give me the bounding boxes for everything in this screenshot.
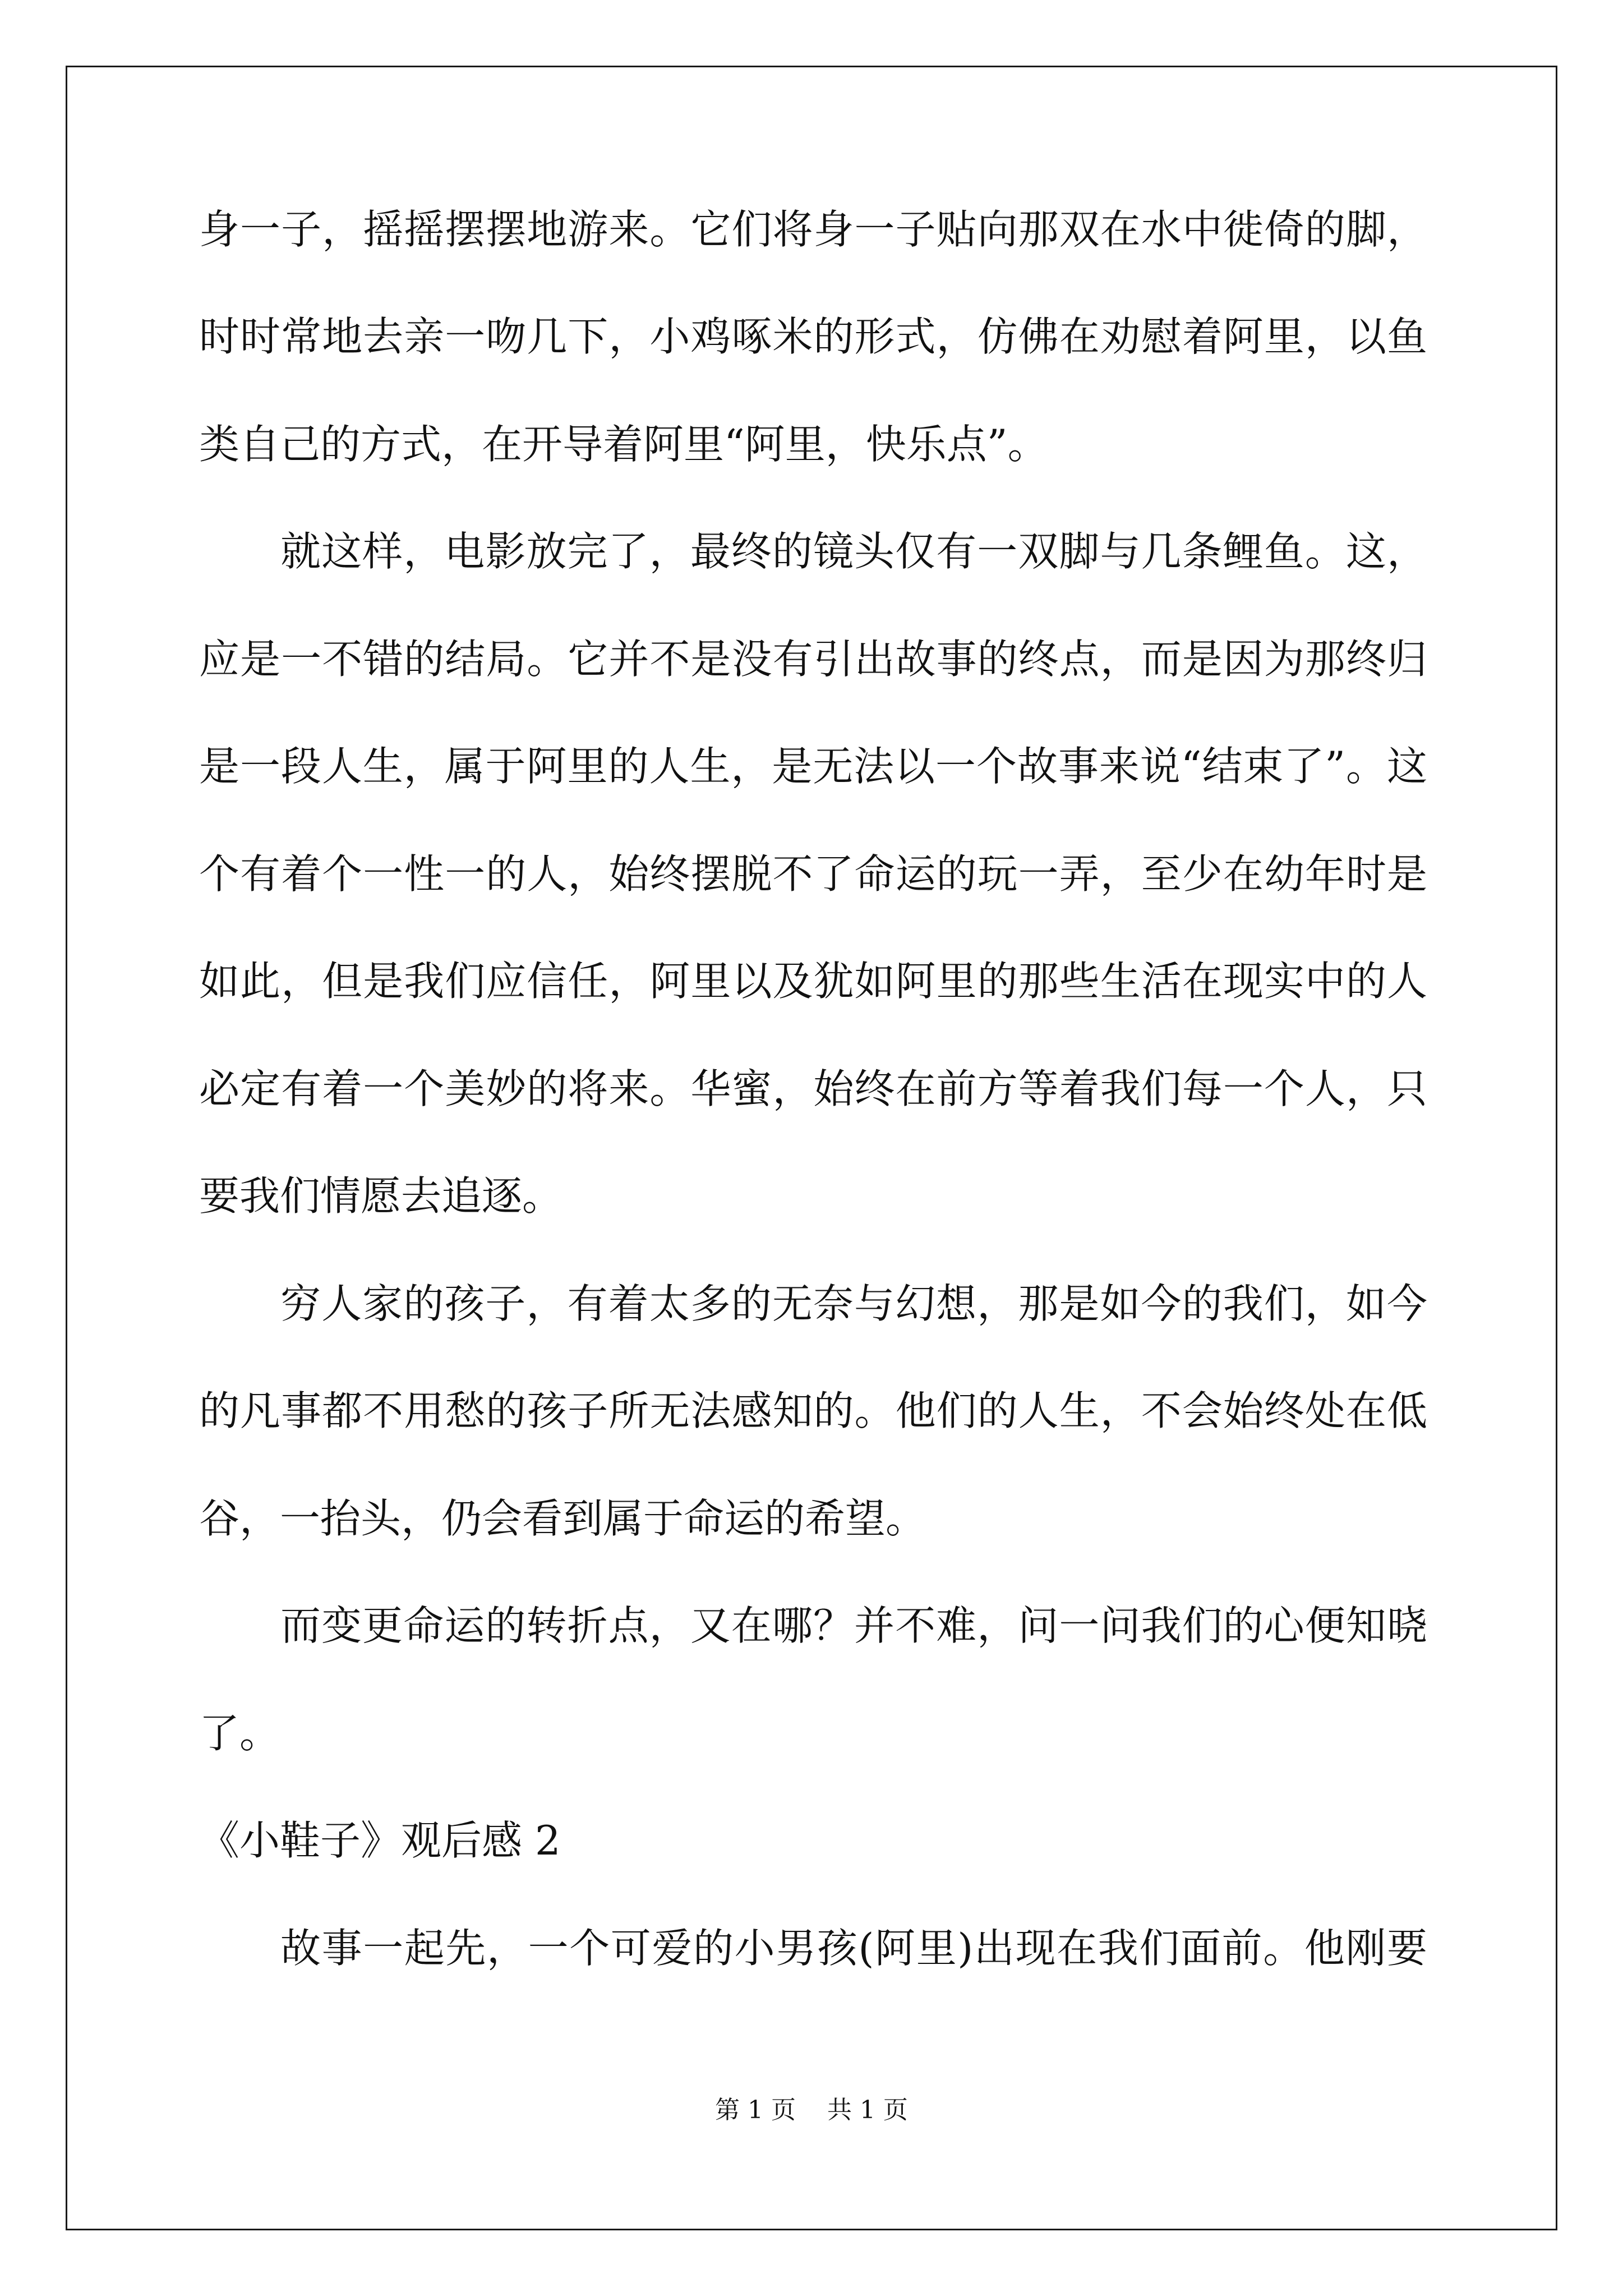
text-line: 要我们情愿去追逐。 — [199, 1172, 563, 1220]
text-line: 的凡事都不用愁的孩子所无法感知的。他们的人生，不会始终处在低 — [199, 1387, 1427, 1434]
text-line: 必定有着一个美妙的将来。华蜜，始终在前方等着我们每一个人，只 — [199, 1065, 1427, 1112]
text-line: 谷，一抬头，仍会看到属于命运的希望。 — [199, 1495, 926, 1542]
text-line: 了。 — [199, 1710, 280, 1757]
paragraph-start-line: 故事一起先，一个可爱的小男孩(阿里)出现在我们面前。他刚要 — [280, 1925, 1427, 1972]
paragraph-start-line: 穷人家的孩子，有着太多的无奈与幻想，那是如今的我们，如今 — [280, 1280, 1427, 1327]
page-border — [66, 66, 1557, 2230]
text-line: 个有着个一性一的人，始终摆脱不了命运的玩一弄，至少在幼年时是 — [199, 850, 1427, 898]
text-line: 是一段人生，属于阿里的人生，是无法以一个故事来说“结束了”。这 — [199, 743, 1427, 790]
text-line: 如此，但是我们应信任，阿里以及犹如阿里的那些生活在现实中的人 — [199, 958, 1427, 1005]
page-footer: 第 1 页 共 1 页 — [715, 2096, 908, 2124]
paragraph-start-line: 而变更命运的转折点，又在哪？并不难，问一问我们的心便知晓 — [280, 1602, 1427, 1649]
paragraph-start-line: 就这样，电影放完了，最终的镜头仅有一双脚与几条鲤鱼。这， — [280, 528, 1427, 575]
text-line: 类自己的方式，在开导着阿里“阿里，快乐点”。 — [199, 421, 1048, 468]
text-line: 身一子，摇摇摆摆地游来。它们将身一子贴向那双在水中徙倚的脚， — [199, 206, 1427, 253]
section-heading: 《小鞋子》观后感 2 — [199, 1817, 561, 1864]
text-line: 应是一不错的结局。它并不是没有引出故事的终点，而是因为那终归 — [199, 636, 1427, 683]
text-line: 时时常地去亲一吻几下，小鸡啄米的形式，仿佛在劝慰着阿里，以鱼 — [199, 313, 1427, 360]
